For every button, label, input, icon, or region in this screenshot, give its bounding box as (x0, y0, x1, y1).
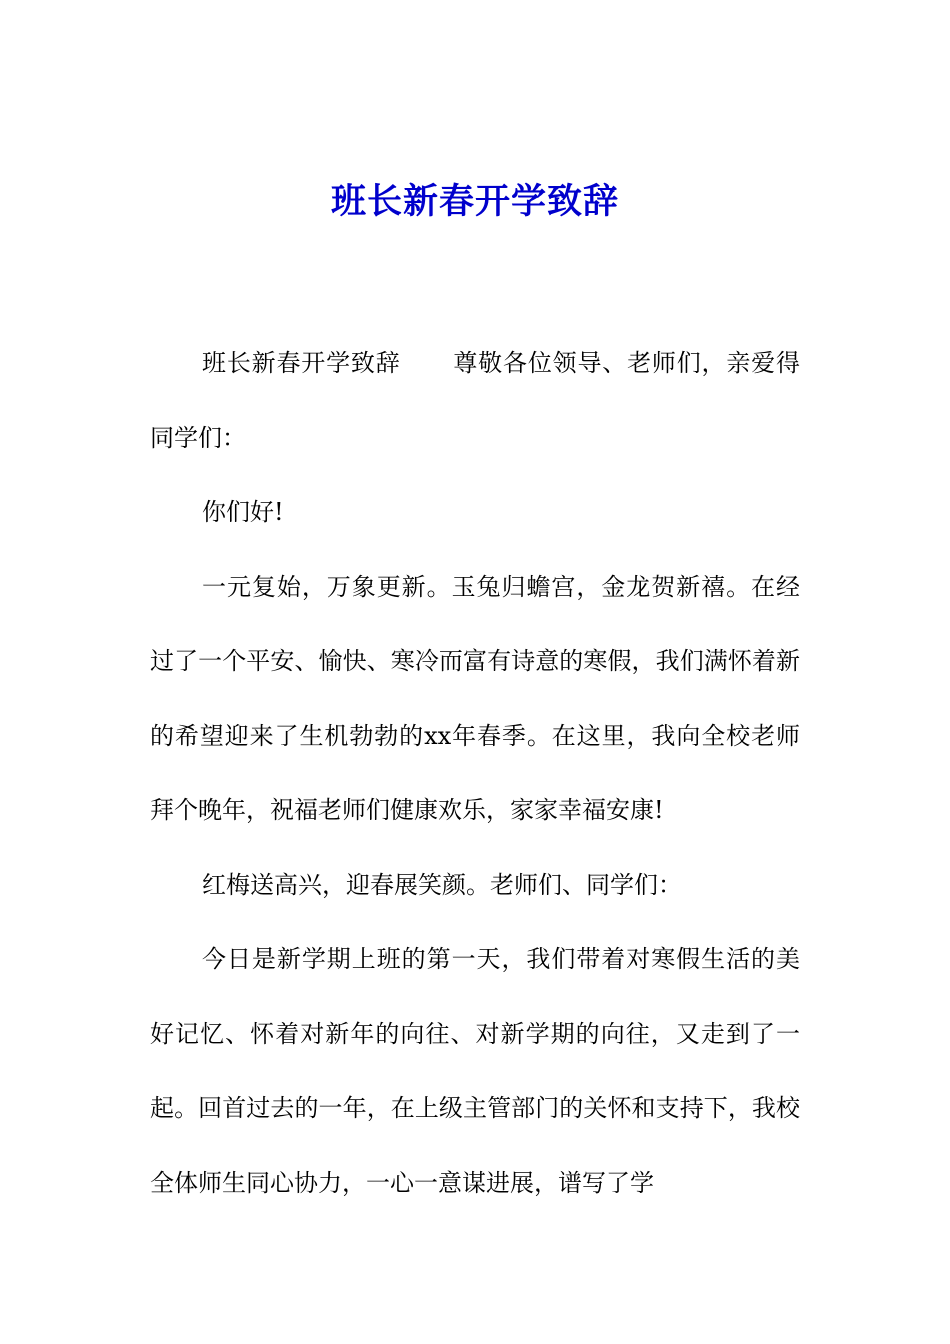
paragraph-greeting (150, 326, 800, 475)
paragraph-rest: 尊敬各位领导、老师们，亲爱得同学们： (150, 349, 801, 452)
paragraph-address: 红梅送高兴，迎春展笑颜。老师们、同学们： (202, 870, 682, 899)
paragraph-hello: 你们好! (202, 498, 284, 526)
document-title: 班长新春开学致辞 (330, 182, 619, 222)
paragraph-new-year: 一元复始，万象更新。玉兔归蟾宫，金龙贺新禧。在经过了一个平安、愉快、寒冷而富有诗意的寒假，我们满怀着新的希望迎来了生机勃勃的xx年春季。在这里，我向全校老师拜个晚年，祝福老师们健康欢乐，家家幸福安康! (150, 572, 800, 824)
paragraph-lead: 班长新春开学致辞 (202, 349, 401, 377)
paragraph-semester: 今日是新学期上班的第一天，我们带着对寒假生活的美好记忆、怀着对新年的向往、对新学期的向往，又走到了一起。回首过去的一年，在上级主管部门的关怀和支持下，我校全体师生同心协力，一心一意谋进展，谱写了学 (150, 945, 800, 1197)
document-body (150, 326, 800, 1220)
